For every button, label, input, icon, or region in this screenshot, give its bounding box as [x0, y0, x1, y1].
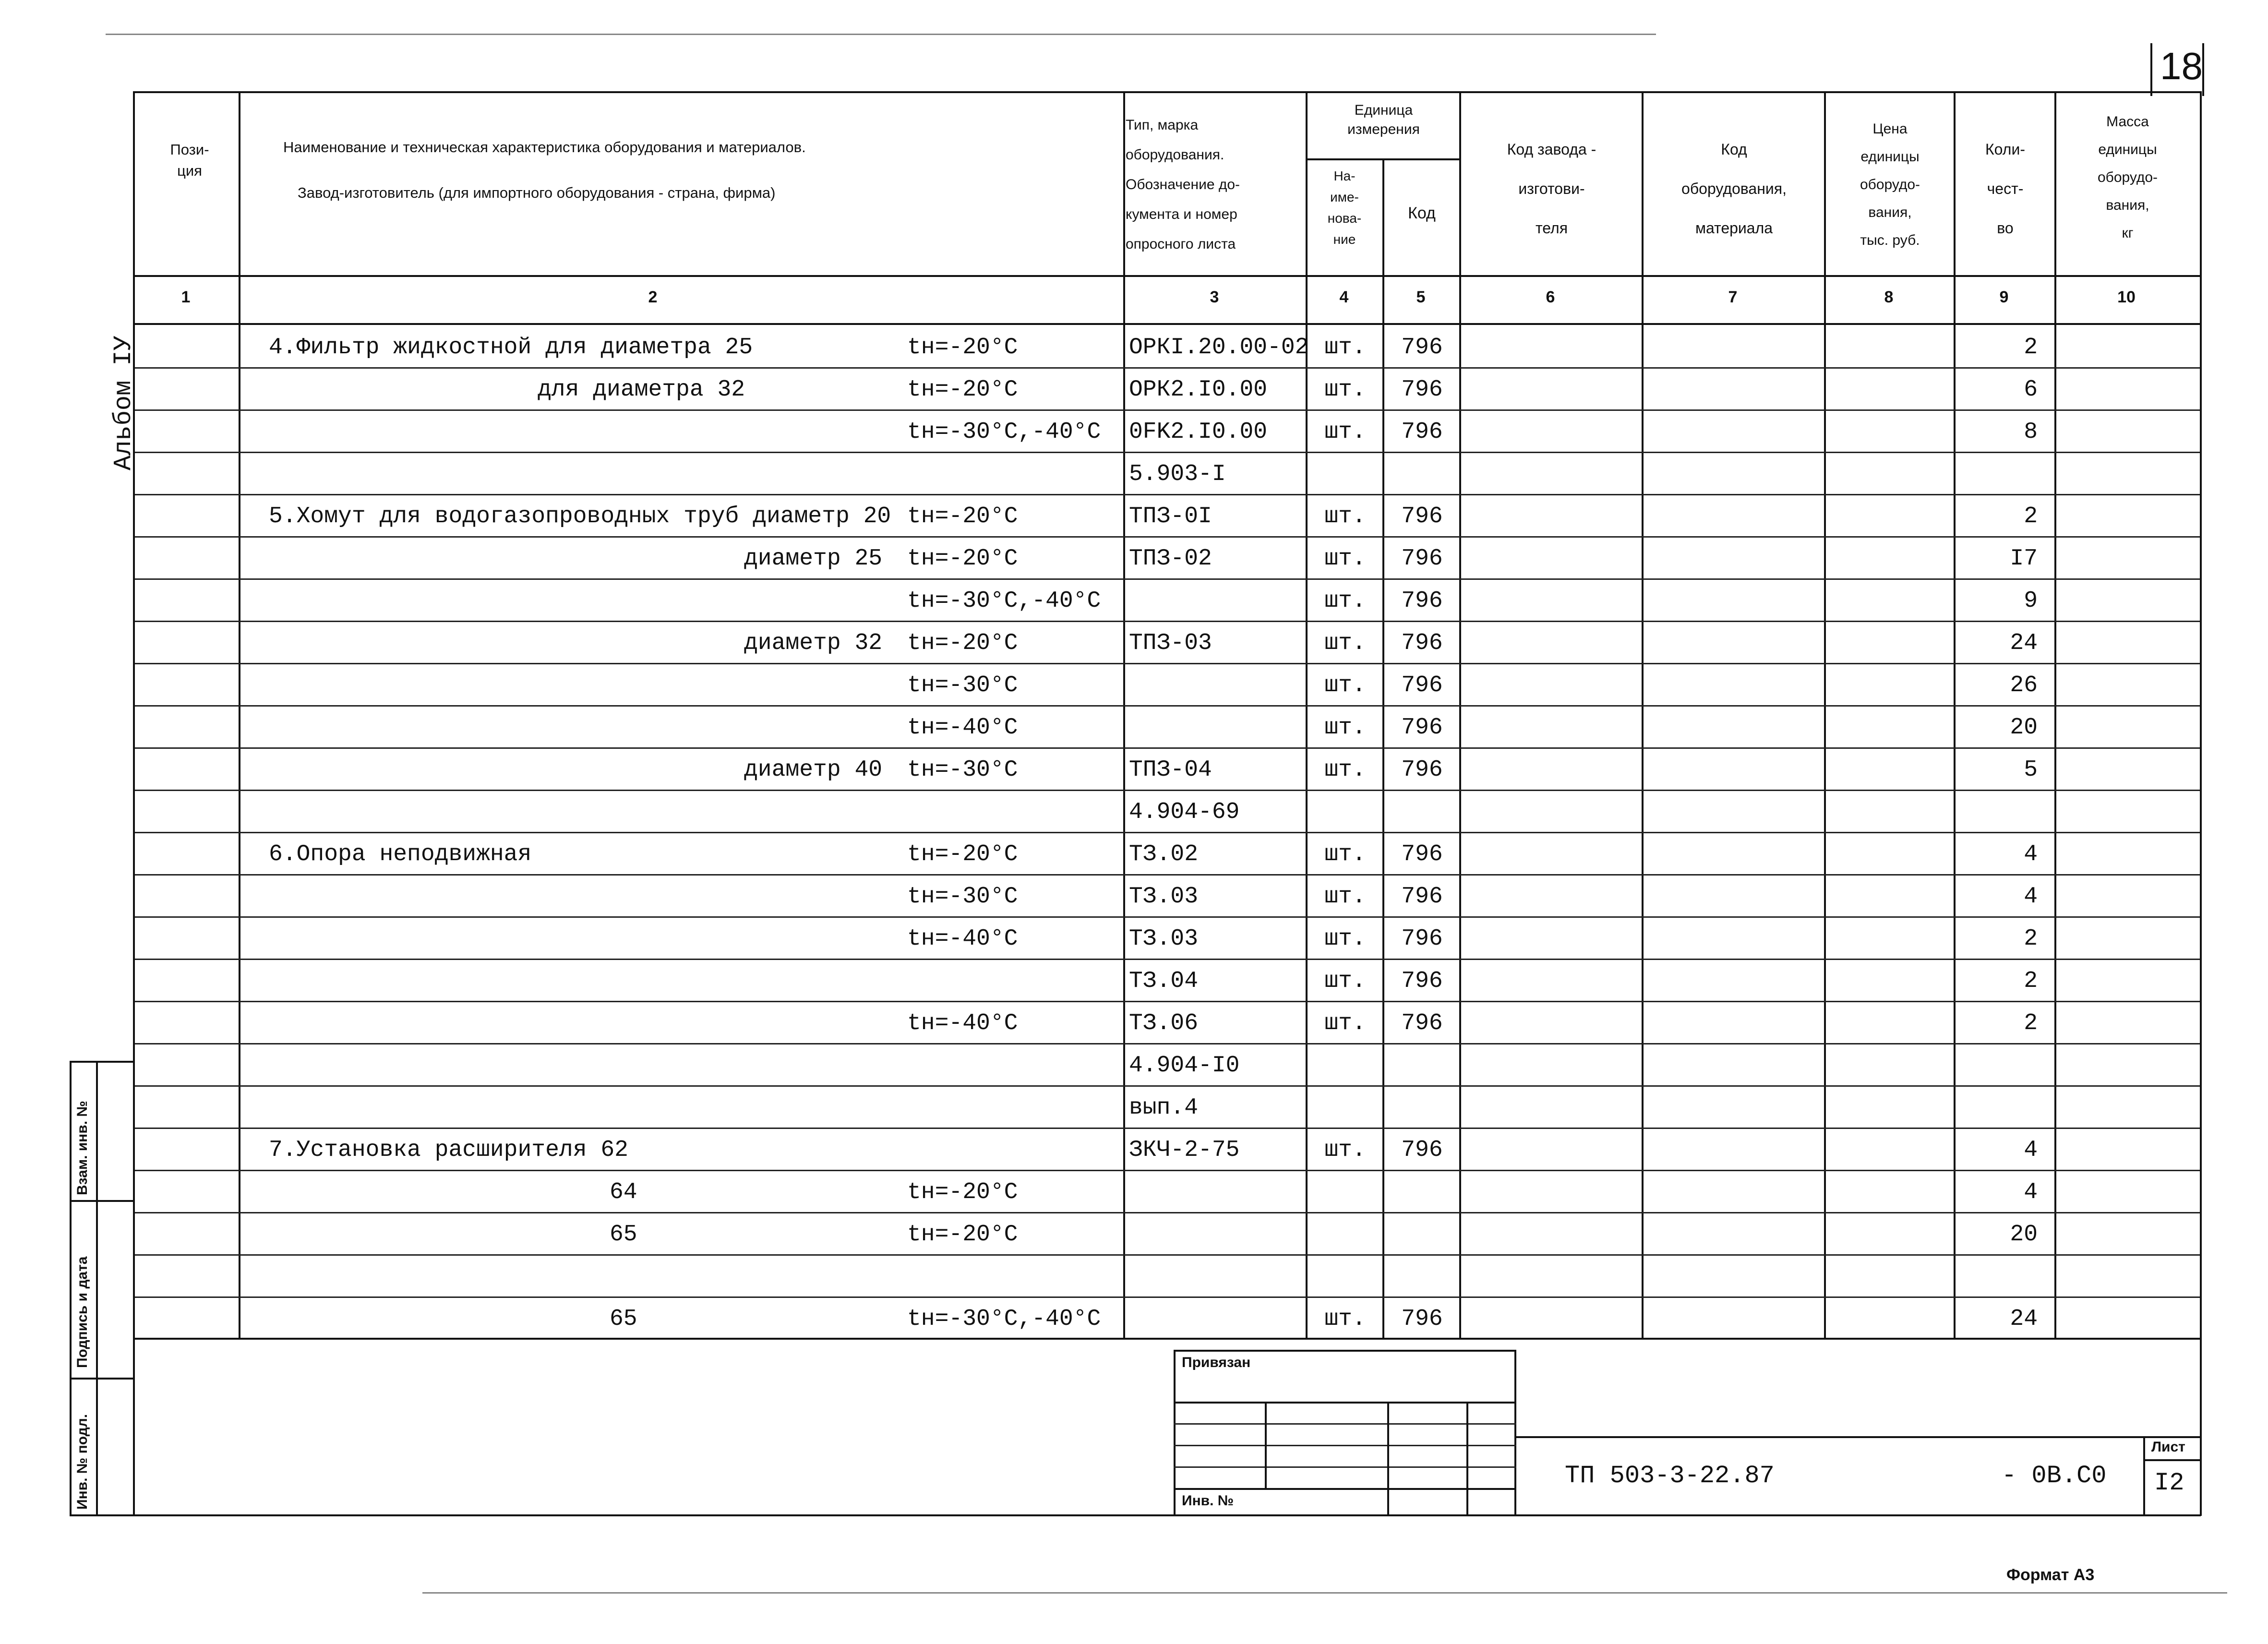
colnum-10: 10 [2117, 288, 2136, 306]
row-document: ТЗ.06 [1129, 1010, 1199, 1036]
row-separator [135, 705, 2200, 707]
col-sep-5 [1459, 91, 1461, 1339]
side-stamp-sep2 [70, 1378, 134, 1380]
row-quantity: 4 [2024, 841, 2038, 867]
row-quantity: 26 [2010, 672, 2038, 698]
row-unit: шт. [1324, 630, 1366, 656]
row-name: для диаметра 32 [538, 377, 745, 403]
stamp-line-5 [1174, 1488, 1516, 1490]
row-unit: шт. [1324, 1306, 1366, 1332]
side-album-label: Альбом IУ [109, 336, 138, 470]
row-separator [135, 1296, 2200, 1298]
table-bottom-border [133, 1338, 2202, 1340]
row-name: 64 [610, 1179, 637, 1205]
stamp-left [1174, 1350, 1176, 1516]
row-temperature: tн=-20°С [907, 546, 1018, 572]
list-label: Лист [2151, 1439, 2185, 1455]
side-stamp-mid [96, 1061, 98, 1516]
stamp-line-3 [1174, 1445, 1516, 1446]
row-separator [135, 494, 2200, 495]
row-separator [135, 536, 2200, 538]
row-unit: шт. [1324, 1137, 1366, 1163]
header-name-line2: Завод-изготовитель (для импортного оборудования - страна, фирма) [298, 184, 776, 201]
page-bottom-border [70, 1514, 2201, 1516]
row-unit-code: 796 [1401, 377, 1443, 403]
row-quantity: I7 [2010, 546, 2038, 572]
row-name: 65 [610, 1306, 637, 1332]
header-bottom-border [133, 275, 2202, 277]
row-unit: шт. [1324, 884, 1366, 910]
col-sep-4 [1382, 158, 1384, 1339]
header-name-line1: Наименование и техническая характеристика оборудования и материалов. [283, 139, 806, 156]
row-separator [135, 621, 2200, 622]
side-stamp-left [70, 1061, 72, 1516]
row-document: вып.4 [1129, 1095, 1199, 1121]
row-name: 7.Установка расширителя 62 [269, 1137, 628, 1163]
row-document: ОРКI.20.00-02 [1129, 335, 1309, 360]
row-separator [135, 916, 2200, 918]
row-separator [135, 959, 2200, 960]
header-quantity: Коли- чест- во [1985, 141, 2025, 237]
row-name: диаметр 40 [744, 757, 883, 783]
stamp-line-2 [1174, 1423, 1516, 1425]
row-unit-code: 796 [1401, 968, 1443, 994]
row-separator [135, 1128, 2200, 1129]
row-name: диаметр 25 [744, 546, 883, 572]
header-position: Пози- ция [170, 141, 209, 179]
bottom-scan-line [422, 1592, 2227, 1594]
row-unit: шт. [1324, 926, 1366, 952]
row-unit: шт. [1324, 1010, 1366, 1036]
row-separator [135, 1085, 2200, 1087]
row-unit: шт. [1324, 841, 1366, 867]
row-document: ТПЗ-0I [1129, 504, 1212, 529]
row-document: 0FK2.I0.00 [1129, 419, 1268, 445]
stamp-line-4 [1174, 1466, 1516, 1468]
row-temperature: tн=-20°С [907, 1179, 1018, 1205]
row-unit-code: 796 [1401, 715, 1443, 741]
stamp-right [1514, 1350, 1516, 1516]
colnum-7: 7 [1728, 288, 1738, 306]
row-quantity: 2 [2024, 926, 2038, 952]
row-temperature: tн=-20°С [907, 841, 1018, 867]
row-separator [135, 1001, 2200, 1002]
row-quantity: 20 [2010, 1222, 2038, 1248]
col-sep-1 [239, 91, 240, 1339]
header-price: Цена единицы оборудо- вания, тыс. руб. [1860, 121, 1920, 248]
row-temperature: tн=-30°С,-40°С [907, 1306, 1101, 1332]
side-stamp-inventory: Инв. № подл. [74, 1414, 90, 1510]
row-quantity: 2 [2024, 335, 2038, 360]
row-temperature: tн=-20°С [907, 335, 1018, 360]
row-temperature: tн=-20°С [907, 1222, 1018, 1248]
row-name: 6.Опора неподвижная [269, 841, 532, 867]
row-name: диаметр 32 [744, 630, 883, 656]
unit-subheader-line [1306, 158, 1459, 160]
col-sep-6 [1642, 91, 1644, 1339]
row-temperature: tн=-20°С [907, 377, 1018, 403]
row-unit: шт. [1324, 757, 1366, 783]
doc-suffix: - 0В.С0 [2002, 1462, 2107, 1490]
sheet-number-top: 18 [2160, 45, 2203, 87]
row-quantity: 24 [2010, 1306, 2038, 1332]
row-name: 4.Фильтр жидкостной для диаметра 25 [269, 335, 753, 360]
row-separator [135, 578, 2200, 580]
row-separator [135, 663, 2200, 664]
colnum-6: 6 [1546, 288, 1555, 306]
row-temperature: tн=-40°С [907, 926, 1018, 952]
header-unit: Единица измерения [1347, 102, 1420, 137]
header-mass: Масса единицы оборудо- вания, кг [2097, 114, 2158, 241]
row-separator [135, 452, 2200, 453]
row-temperature: tн=-20°С [907, 630, 1018, 656]
row-unit: шт. [1324, 377, 1366, 403]
row-document: ТПЗ-04 [1129, 757, 1212, 783]
row-quantity: 9 [2024, 588, 2038, 614]
row-unit: шт. [1324, 504, 1366, 529]
row-unit: шт. [1324, 546, 1366, 572]
row-separator [135, 367, 2200, 369]
side-stamp-top [70, 1061, 134, 1063]
row-quantity: 2 [2024, 968, 2038, 994]
doc-code: ТП 503-3-22.87 [1565, 1462, 1775, 1490]
colnum-2: 2 [648, 288, 658, 306]
row-unit-code: 796 [1401, 504, 1443, 529]
row-document: ЗКЧ-2-75 [1129, 1137, 1240, 1163]
row-separator [135, 790, 2200, 791]
col-sep-9 [2054, 91, 2056, 1339]
row-unit-code: 796 [1401, 1306, 1443, 1332]
colnum-4: 4 [1339, 288, 1349, 306]
list-number: I2 [2154, 1469, 2184, 1497]
row-temperature: tн=-30°С,-40°С [907, 588, 1101, 614]
colnum-3: 3 [1210, 288, 1219, 306]
col-sep-3 [1306, 91, 1308, 1339]
row-separator [135, 1170, 2200, 1171]
row-document: 4.904-69 [1129, 799, 1240, 825]
row-quantity: 20 [2010, 715, 2038, 741]
list-box-left [2143, 1436, 2145, 1516]
row-separator [135, 1254, 2200, 1256]
side-stamp-replace: Взам. инв. № [74, 1101, 90, 1195]
row-unit-code: 796 [1401, 335, 1443, 360]
row-temperature: tн=-20°С [907, 504, 1018, 529]
row-quantity: 4 [2024, 884, 2038, 910]
colnum-bottom-border [133, 323, 2202, 325]
row-unit-code: 796 [1401, 757, 1443, 783]
row-unit-code: 796 [1401, 419, 1443, 445]
row-quantity: 2 [2024, 504, 2038, 529]
row-unit-code: 796 [1401, 672, 1443, 698]
row-unit-code: 796 [1401, 884, 1443, 910]
row-temperature: tн=-40°С [907, 1010, 1018, 1036]
stamp-line-1 [1174, 1402, 1516, 1404]
row-separator [135, 832, 2200, 833]
row-unit-code: 796 [1401, 546, 1443, 572]
row-document: ТПЗ-03 [1129, 630, 1212, 656]
row-unit: шт. [1324, 968, 1366, 994]
row-document: ТЗ.03 [1129, 926, 1199, 952]
row-document: ТЗ.04 [1129, 968, 1199, 994]
row-document: ТПЗ-02 [1129, 546, 1212, 572]
row-quantity: 5 [2024, 757, 2038, 783]
row-temperature: tн=-30°С,-40°С [907, 419, 1101, 445]
title-block-top [1514, 1436, 2201, 1438]
table-left-border [133, 91, 135, 1516]
col-sep-2 [1123, 91, 1125, 1339]
side-stamp-sep1 [70, 1200, 134, 1202]
row-name: 5.Хомут для водогазопроводных труб диаметр 20 [269, 504, 891, 529]
colnum-9: 9 [1999, 288, 2009, 306]
stamp-inv-no: Инв. № [1182, 1493, 1234, 1509]
row-document: ТЗ.03 [1129, 884, 1199, 910]
row-document: ТЗ.02 [1129, 841, 1199, 867]
stamp-col-2 [1387, 1402, 1389, 1516]
colnum-1: 1 [181, 288, 191, 306]
row-unit-code: 796 [1401, 1137, 1443, 1163]
row-unit-code: 796 [1401, 630, 1443, 656]
colnum-5: 5 [1416, 288, 1426, 306]
row-separator [135, 747, 2200, 749]
row-unit: шт. [1324, 588, 1366, 614]
stamp-col-3 [1466, 1402, 1468, 1516]
row-unit-code: 796 [1401, 1010, 1443, 1036]
row-unit: шт. [1324, 419, 1366, 445]
top-scan-line [106, 34, 1656, 35]
row-document: ОРК2.I0.00 [1129, 377, 1268, 403]
format-label: Формат А3 [2006, 1566, 2095, 1584]
header-factory-code: Код завода - изготови- теля [1507, 141, 1596, 237]
row-unit: шт. [1324, 715, 1366, 741]
sheet-number-box-left [2150, 43, 2152, 96]
row-document: 4.904-I0 [1129, 1053, 1240, 1079]
row-unit: шт. [1324, 672, 1366, 698]
table-top-border [133, 91, 2202, 93]
col-sep-7 [1824, 91, 1826, 1339]
header-equipment-code: Код оборудования, материала [1681, 141, 1787, 237]
row-separator [135, 1043, 2200, 1044]
header-unit-name: На- име- нова- ние [1327, 168, 1362, 247]
row-temperature: tн=-30°С [907, 757, 1018, 783]
row-unit-code: 796 [1401, 588, 1443, 614]
row-document: 5.903-I [1129, 461, 1226, 487]
side-stamp-signature: Подпись и дата [74, 1256, 90, 1368]
row-temperature: tн=-30°С [907, 884, 1018, 910]
row-unit: шт. [1324, 335, 1366, 360]
row-temperature: tн=-30°С [907, 672, 1018, 698]
stamp-privyazan: Привязан [1182, 1355, 1251, 1370]
row-unit-code: 796 [1401, 841, 1443, 867]
row-temperature: tн=-40°С [907, 715, 1018, 741]
row-separator [135, 409, 2200, 411]
header-type: Тип, марка оборудования. Обозначение до- кумента и номер опросного листа [1126, 117, 1240, 252]
colnum-8: 8 [1884, 288, 1894, 306]
stamp-col-1 [1265, 1402, 1267, 1489]
row-name: 65 [610, 1222, 637, 1248]
table-right-border [2200, 91, 2202, 1516]
row-quantity: 2 [2024, 1010, 2038, 1036]
row-quantity: 4 [2024, 1179, 2038, 1205]
row-quantity: 8 [2024, 419, 2038, 445]
row-quantity: 24 [2010, 630, 2038, 656]
row-unit-code: 796 [1401, 926, 1443, 952]
row-quantity: 6 [2024, 377, 2038, 403]
stamp-top [1174, 1350, 1516, 1352]
row-quantity: 4 [2024, 1137, 2038, 1163]
header-unit-code: Код [1408, 204, 1436, 222]
list-box-sep [2143, 1459, 2201, 1461]
row-separator [135, 874, 2200, 876]
row-separator [135, 1212, 2200, 1213]
